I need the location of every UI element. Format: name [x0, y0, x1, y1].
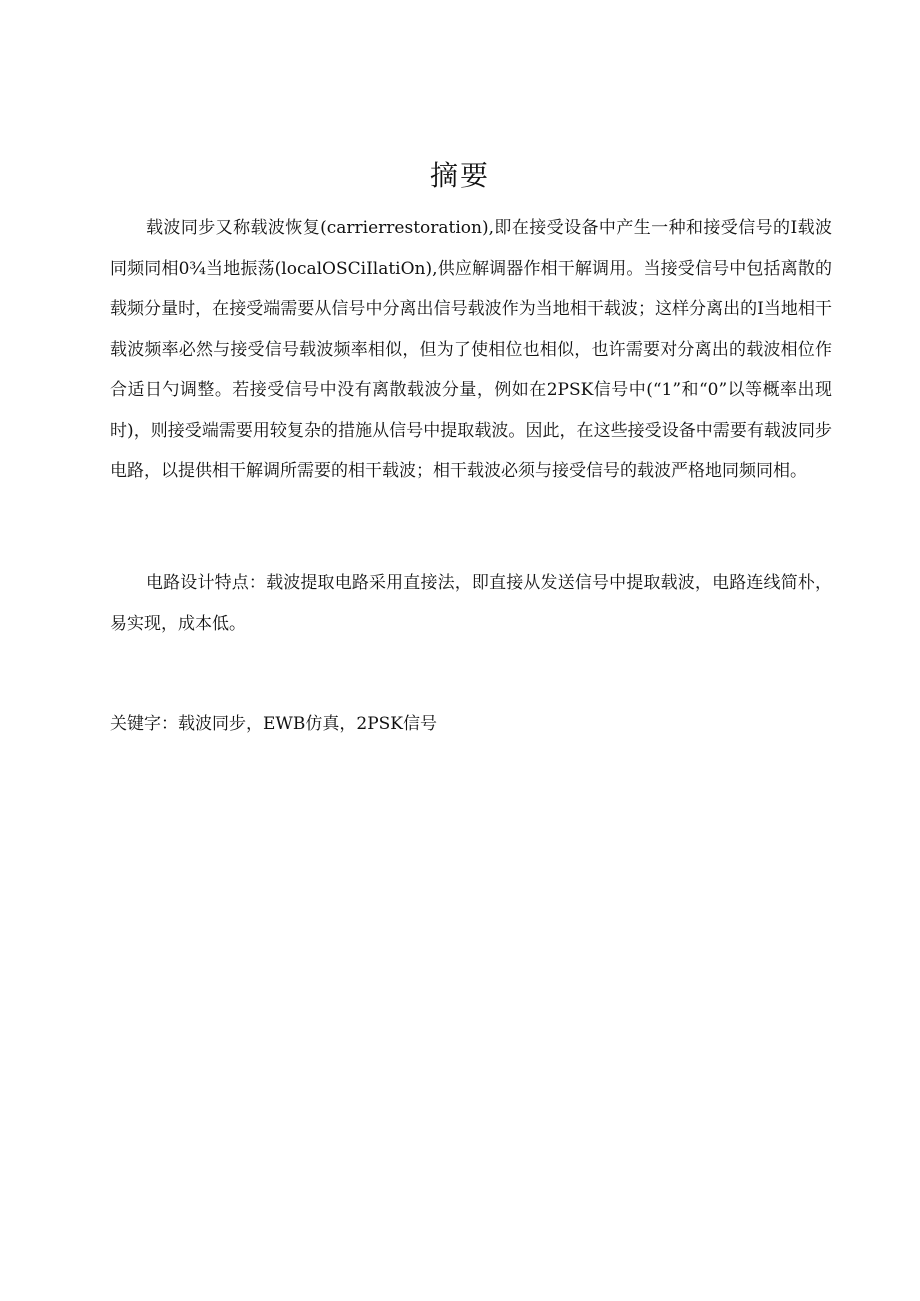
abstract-paragraph-2: 电路设计特点：载波提取电路采用直接法，即直接从发送信号中提取载波，电路连线简朴，易实现，成本低。: [110, 573, 832, 634]
abstract-paragraph-1: 载波同步又称载波恢复(carrierrestoration),即在接受设备中产生一种和接受信号的I载波同频同相0¾当地振荡(localOSCiIlatiOn),供应解调器作相干解调用。当接受信号中包括离散的载频分量时，在接受端需要从信号中分离出信号载波作为当地相干载波；这样分离出的I当地相干载波频率必然与接受信号载波频率相似，但为了使相位也相似，也许需要对分离出的载波相位作合适日勺调整。若接受信号中没有离散载波分量，例如在2PSK信号中(“1”和“0”以等概率出现时)，则接受端需要用较复杂的措施从信号中提取载波。因此，在这些接受设备中需要有载波同步电路，以提供相干解调所需要的相干载波；相干载波必须与接受信号的载波严格地同频同相。: [110, 218, 832, 481]
keywords-line: 关键字：载波同步，EWB仿真，2PSK信号: [110, 714, 437, 734]
abstract-title: 摘要: [429, 159, 490, 192]
